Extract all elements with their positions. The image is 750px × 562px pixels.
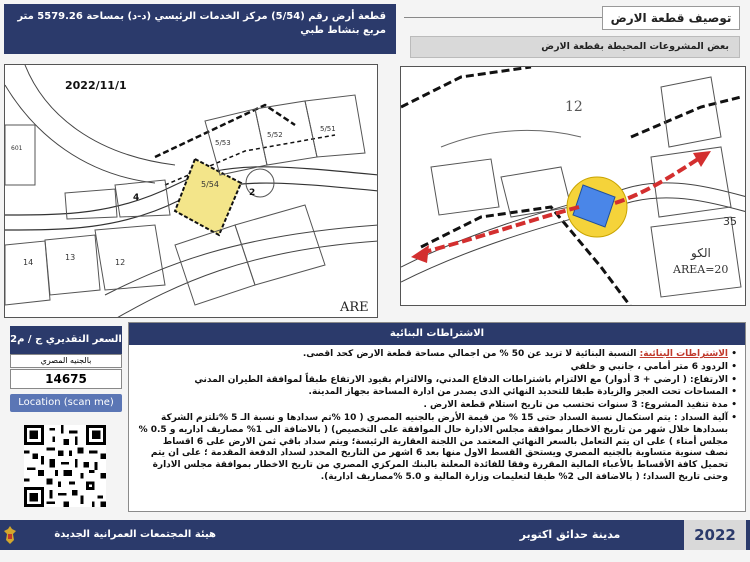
surroundings-map bbox=[400, 66, 746, 306]
map-label: 14 bbox=[23, 258, 34, 267]
location-qr-code[interactable] bbox=[24, 425, 106, 507]
conditions-title: الاشتراطات البنائية bbox=[129, 323, 745, 345]
footer-bar bbox=[0, 520, 750, 550]
condition-item bbox=[137, 349, 737, 361]
price-currency: بالجنيه المصري bbox=[10, 354, 122, 368]
condition-item bbox=[137, 362, 737, 374]
condition-text: مدة تنفيذ المشروع: 3 سنوات تحتسب من تاريخ استلام قطعة الارض . bbox=[423, 400, 728, 411]
map-label: 5/52 bbox=[267, 131, 283, 139]
plot-layout-map bbox=[4, 64, 378, 318]
condition-item bbox=[137, 400, 737, 412]
map-label: 12 bbox=[565, 99, 583, 115]
price-value: 14675 bbox=[10, 369, 122, 389]
condition-text: الردود 6 متر أمامي ، جانبي و خلفي bbox=[570, 361, 728, 372]
map-label: AREA=20 bbox=[673, 263, 729, 276]
city-name: مدينة حدائق اكتوبر bbox=[519, 528, 621, 541]
condition-text: النسبة البنائية لا تزيد عن 50 % من اجمالي مساحة قطعة الارض كحد اقصى. bbox=[302, 349, 640, 359]
condition-text: آلية السداد : يتم استكمال نسبة السداد حتى 15 % من قيمة الأرض بالجنيه المصري ( 10 %تم سدادها و نسبة الـ 5 %تلتزم الشركة بسدادها خلال شهر من تاريخ الاخطار بموافقة مجلس الادارة حال الموافقة على التخصيص) ( بالاضافة الى 1% مصاريف اداريه و 0.5 % مجلس أمناء ) على ان يتم التعامل بالسعر النهائي المعتمد من اللجنة العقارية الرئيسة؛ ويتم سداد باقي ثمن الارض على 6 اقساط نصف سنوية متساوية بالجنيه المصري ويستحق القسط الاول منها بعد 6 اشهر من التاريخ المحدد لسداد الدفعة المقدمة ؛ على ان يتم تحميل كافة الأقساط بالأعباء المالية المقررة وفقا للفائدة المعلنة بالبنك المركزي المصري من تاريخ الاخطار بموافقة مجلس الادارة وحتى تاريخ السداد؛ ( بالاضافة الى 2% طبقا لتعليمات وزارة المالية و 5.0 %مصاريف ادارية). bbox=[138, 412, 728, 482]
condition-lead: الاشتراطات البنائية: bbox=[639, 349, 728, 359]
surroundings-title: بعض المشروعات المحيطة بقطعة الارض bbox=[410, 36, 740, 58]
map-label: 13 bbox=[65, 253, 76, 262]
year-badge: 2022 bbox=[684, 520, 746, 550]
map-label: 5/53 bbox=[215, 139, 231, 147]
map-label: الكو bbox=[691, 246, 711, 260]
surroundings-drawing bbox=[401, 67, 746, 306]
location-scan-label[interactable]: Location (scan me) bbox=[10, 394, 122, 412]
map-label: 5/54 bbox=[201, 180, 219, 189]
authority-name: هيئة المجتمعات العمرانية الجديدة bbox=[54, 529, 216, 540]
plot-description-banner bbox=[4, 4, 396, 54]
map-label: 601 bbox=[11, 145, 23, 152]
condition-item bbox=[137, 413, 737, 484]
price-heading: السعر التقديري ج / م2 bbox=[10, 326, 122, 354]
conditions-list bbox=[137, 349, 737, 485]
condition-item bbox=[137, 387, 737, 399]
eagle-emblem-icon bbox=[4, 526, 16, 544]
map-label: 35 bbox=[723, 215, 737, 228]
map-label: ARE bbox=[340, 300, 369, 315]
building-conditions-panel bbox=[128, 322, 746, 512]
section-header bbox=[404, 6, 744, 30]
plot-layout-drawing bbox=[5, 65, 378, 318]
section-title: توصيف قطعة الارض bbox=[602, 6, 740, 30]
map-label: 12 bbox=[115, 258, 126, 267]
map-label: 4 bbox=[133, 193, 140, 203]
map-label: 5/51 bbox=[320, 125, 336, 133]
plot-description: قطعة أرض رقم (5/54) مركز الخدمات الرئيسي (د-د) بمساحة 5579.26 متر مربع بنشاط طبي bbox=[17, 11, 386, 36]
condition-item bbox=[137, 375, 737, 387]
condition-text: الارتفاع: ( ارضي + 3 أدوار) مع الالتزام باشتراطات الدفاع المدني، والالتزام بقيود الارتفاع طبقاً لموافقة الطيران المدني bbox=[194, 374, 728, 385]
header-divider bbox=[404, 17, 602, 18]
map-date: 2022/11/1 bbox=[65, 79, 127, 92]
map-label: 2 bbox=[249, 188, 256, 198]
condition-text: المساحات تحت العجز والزيادة طبقا للتحديد النهائي الذى يصدر من ادارة المساحة بجهاز المدينة. bbox=[308, 387, 728, 398]
